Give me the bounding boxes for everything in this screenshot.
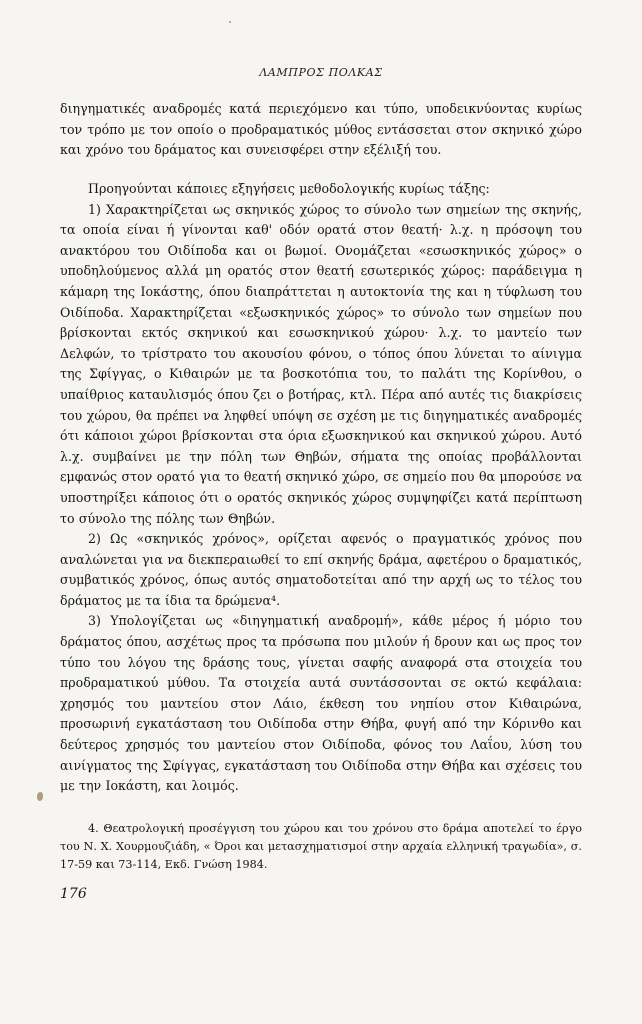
- point-1-paragraph: 1) Χαρακτηρίζεται ως σκηνικός χώρος το σύνολο των σημείων της σκηνής, τα οποία είναι ή γίνονται καθ' οδόν ορατά στον θεατή· λ.χ. η πρόσοψη του ανακτόρου του Οιδίποδα και οι βωμοί. Ονομάζεται «εσωσκηνικός χώρος» ο υποδηλούμενος αλλά μη ορατός στον θεατή εσωτερικός χώρος: παράδειγμα η κάμαρη της Ιοκάστης, όπου διαπράττεται η αυτοκτονία της και η τύφλωση του Οιδίποδα. Χαρακτηρίζεται «εξωσκηνικός χώρος» το σύνολο των σημείων που βρίσκονται εκτός σκηνικού και εσωσκηνικού χώρου· λ.χ. το μαντείο των Δελφών, το τρίστρατο του ακουσίου φόνου, ο τόπος όπου λύνεται το αίνιγμα της Σφίγγας, ο Κιθαιρών με τα βοσκοτόπια του, το παλάτι της Κορίνθου, ο υπαίθριος καταυλισμός όπου ζει ο βοτήρας, κτλ. Πέρα από αυτές τις διακρίσεις του χώρου, θα πρέπει να ληφθεί υπόψη σε σχέση με τις διηγηματικές αναδρομές ότι κάποιοι χώροι βρίσκονται στα όρια εξωσκηνικού και σκηνικού χώρου. Αυτό λ.χ. συμβαίνει με την πόλη των Θηβών, σήματα της οποίας προβάλλονται εμφανώς στον ορατό για το θεατή σκηνικό χώρο, σε σημείο που θα μπορούσε να υποστηρίξει κάποιος ότι ο ορατός σκηνικός χώρος συμψηφίζει κατά περίπτωση το σύνολο της πόλης των Θηβών.: [60, 201, 582, 526]
- footnote-4: 4. Θεατρολογική προσέγγιση του χώρου και του χρόνου στο δράμα αποτελεί το έργο του Ν. Χ. Χουρμουζιάδη, « Όροι και μετασχηματισμοί στην αρχαία ελληνική τραγωδία», σ. 17-59 και 73-114, Εκδ. Γνώση 1984.: [60, 822, 582, 872]
- intro-paragraph-block: [60, 99, 582, 161]
- footnote-block: [60, 820, 582, 875]
- running-header: ΛΑΜΠΡΟΣ ΠΟΛΚΑΣ: [259, 66, 383, 79]
- intro-paragraph: διηγηματικές αναδρομές κατά περιεχόμενο και τύπο, υποδεικνύοντας κυρίως τον τρόπο με τον οποίο ο προδραματικός μύθος εντάσσεται στον σκηνικό χώρο και χρόνο του δράματος και συνεισφέρει στην εξέλιξή του.: [60, 101, 582, 158]
- page-number: 176: [60, 886, 87, 902]
- point-2-paragraph: 2) Ως «σκηνικός χρόνος», ορίζεται αφενός ο πραγματικός χρόνος που αναλώνεται για να διεκπεραιωθεί το επί σκηνής δράμα, αφετέρου ο δραματικός, συμβατικός χρόνος, όπως αυτός σηματοδοτείται από την αρχή ως το τέλος του δράματος με τα ίδια τα δρώμενα⁴.: [60, 531, 582, 608]
- main-text-block: [60, 179, 582, 797]
- margin-stain: [37, 792, 43, 801]
- lead-paragraph: Προηγούνται κάποιες εξηγήσεις μεθοδολογικής κυρίως τάξης:: [88, 181, 490, 196]
- paper-speck: [229, 21, 231, 23]
- point-3-paragraph: 3) Υπολογίζεται ως «διηγηματική αναδρομή», κάθε μέρος ή μόριο του δράματος όπου, ασχέτως προς τα πρόσωπα που μιλούν ή δρουν και ως προς τον τύπο του λόγου της δράσης τους, γίνεται σαφής αναφορά στα στοιχεία του προδραματικού μύθου. Τα στοιχεία αυτά συντάσσονται σε οκτώ κεφάλαια: χρησμός του μαντείου στον Λάιο, έκθεση του νηπίου στον Κιθαιρώνα, προσωρινή εγκατάσταση του Οιδίποδα στην Θήβα, φυγή από την Κόρινθο και δεύτερος χρησμός του μαντείου στον Οιδίποδα, φόνος του Λαΐου, λύση του αινίγματος της Σφίγγας, εγκατάσταση του Οιδίποδα στην Θήβα και σχέσεις του με την Ιοκάστη, και λοιμός.: [60, 613, 582, 794]
